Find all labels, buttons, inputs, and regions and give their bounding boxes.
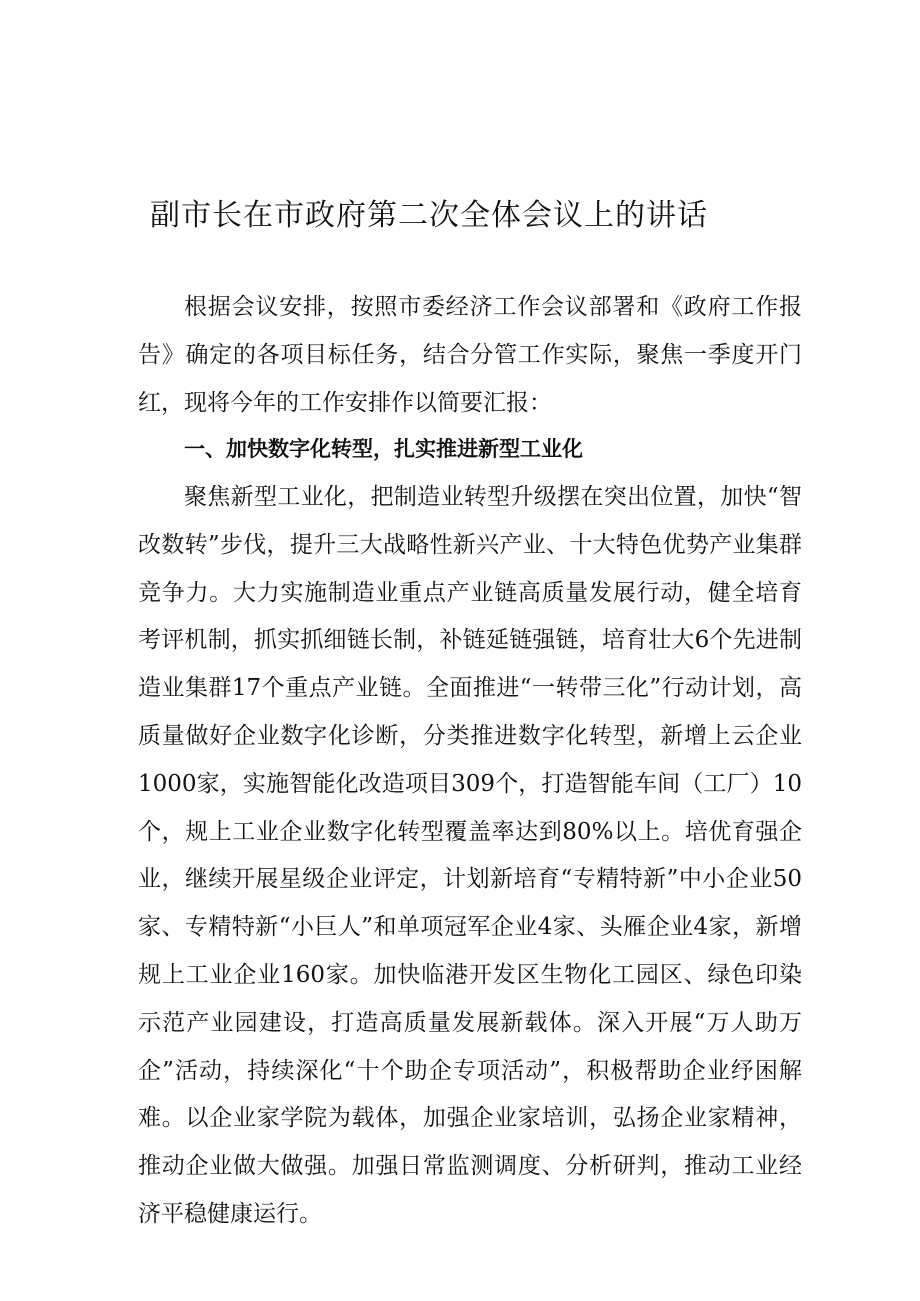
- document-title: 副市长在市政府第二次全体会议上的讲话: [150, 198, 708, 233]
- intro-paragraph: 根据会议安排，按照市委经济工作会议部署和《政府工作报告》确定的各项目标任务，结合分管工作实际，聚焦一季度开门红，现将今年的工作安排作以简要汇报：: [138, 294, 802, 416]
- section-paragraph: 聚焦新型工业化，把制造业转型升级摆在突出位置，加快“智改数转”步伐，提升三大战略性新兴产业、十大特色优势产业集群竞争力。大力实施制造业重点产业链高质量发展行动，健全培育考评机制，抓实抓细链长制，补链延链强链，培育壮大6个先进制造业集群17个重点产业链。全面推进“一转带三化”行动计划，高质量做好企业数字化诊断，分类推进数字化转型，新增上云企业1000家，实施智能化改造项目309个，打造智能车间（工厂）10个，规上工业企业数字化转型覆盖率达到80%以上。培优育强企业，继续开展星级企业评定，计划新培育“专精特新”中小企业50家、专精特新“小巨人”和单项冠军企业4家、头雁企业4家，新增规上工业企业160家。加快临港开发区生物化工园区、绿色印染示范产业园建设，打造高质量发展新载体。深入开展“万人助万企”活动，持续深化“十个助企专项活动”，积极帮助企业纾困解难。以企业家学院为载体，加强企业家培训，弘扬企业家精神，推动企业做大做强。加强日常监测调度、分析研判，推动工业经济平稳健康运行。: [138, 484, 802, 1227]
- section-heading: 一、加快数字化转型，扎实推进新型工业化: [184, 437, 583, 461]
